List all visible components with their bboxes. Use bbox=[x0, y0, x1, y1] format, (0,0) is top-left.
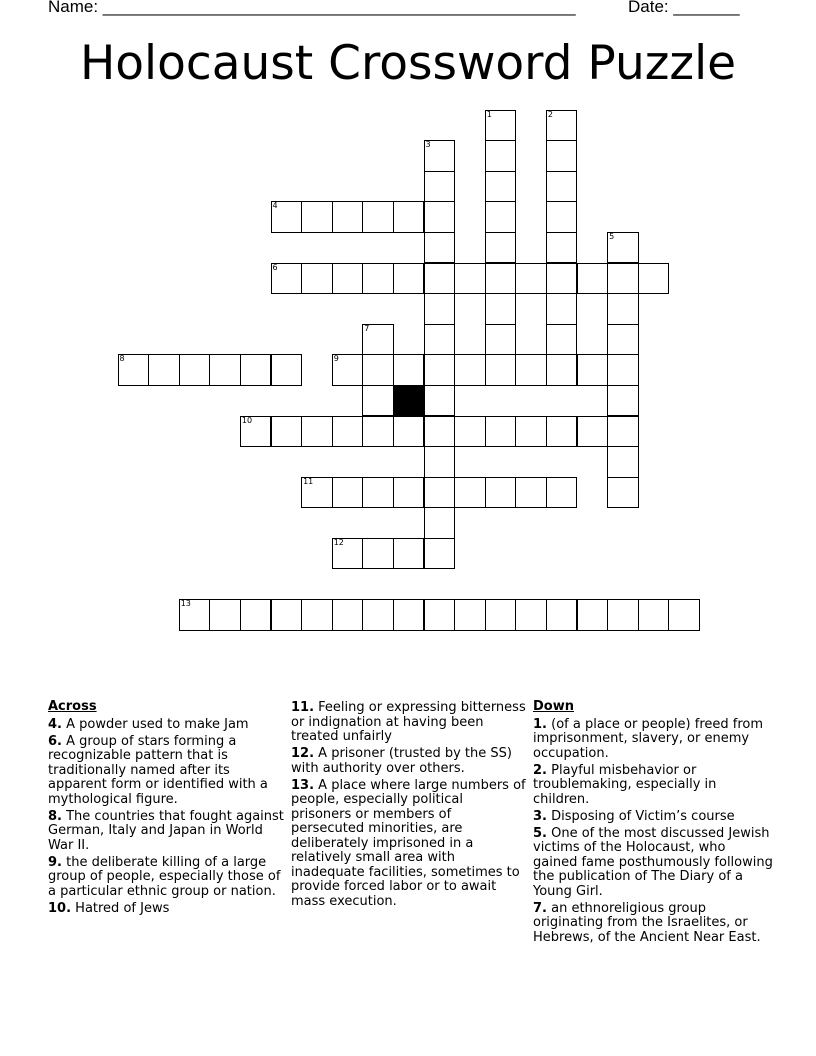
grid-cell[interactable] bbox=[209, 354, 241, 386]
grid-cell[interactable] bbox=[393, 477, 425, 509]
grid-cell[interactable] bbox=[240, 599, 272, 631]
grid-cell[interactable] bbox=[301, 416, 333, 448]
grid-cell[interactable] bbox=[301, 201, 333, 233]
grid-cell[interactable] bbox=[515, 354, 547, 386]
clue-number: 13 bbox=[180, 599, 191, 609]
grid-cell[interactable] bbox=[332, 599, 364, 631]
grid-cell[interactable] bbox=[546, 232, 578, 264]
grid-cell[interactable] bbox=[332, 538, 364, 570]
clue-across-9: 9. the deliberate killing of a large group of people, especially those of a particular ethnic group or nation. bbox=[48, 854, 281, 899]
grid-cell[interactable] bbox=[118, 354, 150, 386]
grid-cell[interactable] bbox=[271, 354, 303, 386]
clue-down-3: 3. Disposing of Victim’s course bbox=[533, 808, 735, 824]
clue-number: 12 bbox=[333, 537, 344, 547]
across-heading: Across bbox=[48, 699, 97, 714]
grid-cell[interactable] bbox=[362, 599, 394, 631]
grid-cell[interactable] bbox=[424, 232, 456, 264]
grid-cell[interactable] bbox=[301, 263, 333, 295]
grid-cell[interactable] bbox=[607, 263, 639, 295]
grid-cell[interactable] bbox=[485, 263, 517, 295]
clue-across-8: 8. The countries that fought against German, Italy and Japan in World War II. bbox=[48, 808, 284, 853]
grid-cell[interactable] bbox=[209, 599, 241, 631]
grid-cell[interactable] bbox=[485, 354, 517, 386]
grid-cell[interactable] bbox=[546, 324, 578, 356]
grid-cell[interactable] bbox=[546, 293, 578, 325]
clue-number: 2 bbox=[547, 109, 553, 119]
grid-cell[interactable] bbox=[577, 263, 609, 295]
grid-cell[interactable] bbox=[393, 599, 425, 631]
clue-number: 7 bbox=[364, 323, 370, 333]
grid-cell[interactable] bbox=[454, 263, 486, 295]
clue-down-1: 1. (of a place or people) freed from imprisonment, slavery, or enemy occupation. bbox=[533, 716, 764, 761]
grid-cell[interactable] bbox=[638, 599, 670, 631]
black-cell bbox=[393, 385, 425, 417]
grid-cell[interactable] bbox=[424, 201, 456, 233]
grid-cell[interactable] bbox=[424, 324, 456, 356]
clue-across-4: 4. A powder used to make Jam bbox=[48, 716, 249, 732]
grid-cell[interactable] bbox=[607, 324, 639, 356]
clue-across-12: 12. A prisoner (trusted by the SS) with authority over others. bbox=[291, 746, 512, 776]
grid-cell[interactable] bbox=[424, 477, 456, 509]
grid-cell[interactable] bbox=[332, 477, 364, 509]
clue-across-11: 11. Feeling or expressing bitterness or indignation at having been treated unfairly bbox=[291, 700, 526, 744]
grid-cell[interactable] bbox=[271, 599, 303, 631]
grid-cell[interactable] bbox=[424, 263, 456, 295]
grid-cell[interactable] bbox=[393, 354, 425, 386]
clue-number: 5 bbox=[609, 231, 615, 241]
clue-number: 11 bbox=[303, 476, 314, 486]
grid-cell[interactable] bbox=[485, 416, 517, 448]
across-clues-column-2 bbox=[291, 701, 527, 912]
grid-cell[interactable] bbox=[424, 140, 456, 172]
grid-cell[interactable] bbox=[607, 232, 639, 264]
grid-cell[interactable] bbox=[424, 599, 456, 631]
grid-cell[interactable] bbox=[546, 477, 578, 509]
grid-cell[interactable] bbox=[546, 171, 578, 203]
grid-cell[interactable] bbox=[638, 263, 670, 295]
grid-cell[interactable] bbox=[485, 324, 517, 356]
grid-cell[interactable] bbox=[332, 201, 364, 233]
down-heading: Down bbox=[533, 699, 574, 714]
grid-cell[interactable] bbox=[240, 416, 272, 448]
grid-cell[interactable] bbox=[362, 385, 394, 417]
grid-cell[interactable] bbox=[393, 538, 425, 570]
grid-cell[interactable] bbox=[179, 354, 211, 386]
date-line[interactable]: _______ bbox=[673, 0, 740, 16]
clue-number: 3 bbox=[425, 140, 431, 150]
grid-cell[interactable] bbox=[393, 416, 425, 448]
grid-cell[interactable] bbox=[271, 416, 303, 448]
grid-cell[interactable] bbox=[301, 477, 333, 509]
grid-cell[interactable] bbox=[546, 599, 578, 631]
grid-cell[interactable] bbox=[271, 263, 303, 295]
grid-cell[interactable] bbox=[454, 477, 486, 509]
grid-cell[interactable] bbox=[607, 477, 639, 509]
grid-cell[interactable] bbox=[546, 354, 578, 386]
clue-down-7: 7. an ethnoreligious group originating from the Israelites, or Hebrews, of the Ancient Near East. bbox=[533, 900, 761, 945]
grid-cell[interactable] bbox=[362, 354, 394, 386]
grid-cell[interactable] bbox=[607, 293, 639, 325]
grid-cell[interactable] bbox=[577, 416, 609, 448]
clue-across-10: 10. Hatred of Jews bbox=[48, 900, 170, 916]
grid-cell[interactable] bbox=[485, 201, 517, 233]
clue-across-6: 6. A group of stars forming a recognizable pattern that is traditionally named after its apparent form or identified with a mythological figure. bbox=[48, 733, 268, 807]
grid-cell[interactable] bbox=[546, 201, 578, 233]
grid-cell[interactable] bbox=[485, 477, 517, 509]
grid-cell[interactable] bbox=[454, 599, 486, 631]
grid-cell[interactable] bbox=[515, 599, 547, 631]
grid-cell[interactable] bbox=[362, 477, 394, 509]
grid-cell[interactable] bbox=[240, 354, 272, 386]
grid-cell[interactable] bbox=[515, 263, 547, 295]
grid-cell[interactable] bbox=[546, 416, 578, 448]
grid-cell[interactable] bbox=[148, 354, 180, 386]
across-clues-column-1 bbox=[48, 700, 288, 919]
grid-cell[interactable] bbox=[332, 354, 364, 386]
grid-cell[interactable] bbox=[577, 599, 609, 631]
grid-cell[interactable] bbox=[424, 354, 456, 386]
grid-cell[interactable] bbox=[424, 171, 456, 203]
grid-cell[interactable] bbox=[607, 416, 639, 448]
grid-cell[interactable] bbox=[362, 538, 394, 570]
grid-cell[interactable] bbox=[424, 507, 456, 539]
grid-cell[interactable] bbox=[577, 354, 609, 386]
grid-cell[interactable] bbox=[424, 538, 456, 570]
grid-cell[interactable] bbox=[668, 599, 700, 631]
down-clues-column bbox=[533, 700, 773, 948]
page-title: Holocaust Crossword Puzzle bbox=[79, 36, 737, 91]
name-line[interactable]: __________________________________________________ bbox=[102, 0, 576, 16]
grid-cell[interactable] bbox=[424, 293, 456, 325]
clue-number: 10 bbox=[241, 415, 253, 425]
clue-number: 1 bbox=[486, 109, 492, 119]
grid-cell[interactable] bbox=[515, 416, 547, 448]
grid-cell[interactable] bbox=[362, 416, 394, 448]
clue-down-2: 2. Playful misbehavior or troublemaking, especially in children. bbox=[533, 762, 717, 807]
grid-cell[interactable] bbox=[332, 416, 364, 448]
grid-cell[interactable] bbox=[362, 263, 394, 295]
grid-cell[interactable] bbox=[607, 354, 639, 386]
grid-cell[interactable] bbox=[362, 201, 394, 233]
grid-cell[interactable] bbox=[485, 140, 517, 172]
grid-cell[interactable] bbox=[485, 171, 517, 203]
clue-number: 8 bbox=[119, 354, 125, 364]
grid-cell[interactable] bbox=[485, 232, 517, 264]
grid-cell[interactable] bbox=[332, 263, 364, 295]
grid-cell[interactable] bbox=[454, 416, 486, 448]
name-label: Name: bbox=[48, 0, 103, 16]
grid-cell[interactable] bbox=[271, 201, 303, 233]
grid-cell[interactable] bbox=[454, 354, 486, 386]
grid-cell[interactable] bbox=[424, 416, 456, 448]
clue-down-5: 5. One of the most discussed Jewish victims of the Holocaust, who gained fame posthumously following the publication of The Diary of a Young Girl. bbox=[533, 825, 773, 899]
grid-cell[interactable] bbox=[424, 385, 456, 417]
grid-cell[interactable] bbox=[607, 446, 639, 478]
grid-cell[interactable] bbox=[179, 599, 211, 631]
grid-cell[interactable] bbox=[515, 477, 547, 509]
grid-cell[interactable] bbox=[546, 140, 578, 172]
clue-number: 4 bbox=[272, 201, 278, 211]
grid-cell[interactable] bbox=[607, 599, 639, 631]
grid-cell[interactable] bbox=[485, 599, 517, 631]
clue-across-13: 13. A place where large numbers of people, especially political prisoners or members of persecuted minorities, are deliberately imprisoned in a relatively small area with inadequate facilities, sometimes to provide forced labor or to await mass execution. bbox=[291, 777, 526, 909]
grid-cell[interactable] bbox=[393, 201, 425, 233]
grid-cell[interactable] bbox=[546, 263, 578, 295]
clue-number: 6 bbox=[272, 262, 278, 272]
grid-cell[interactable] bbox=[362, 324, 394, 356]
grid-cell[interactable] bbox=[301, 599, 333, 631]
grid-cell[interactable] bbox=[393, 263, 425, 295]
grid-cell[interactable] bbox=[546, 110, 578, 142]
clue-number: 9 bbox=[333, 354, 339, 364]
grid-cell[interactable] bbox=[424, 446, 456, 478]
grid-cell[interactable] bbox=[607, 385, 639, 417]
date-label: Date: bbox=[628, 0, 674, 16]
grid-cell[interactable] bbox=[485, 293, 517, 325]
grid-cell[interactable] bbox=[485, 110, 517, 142]
